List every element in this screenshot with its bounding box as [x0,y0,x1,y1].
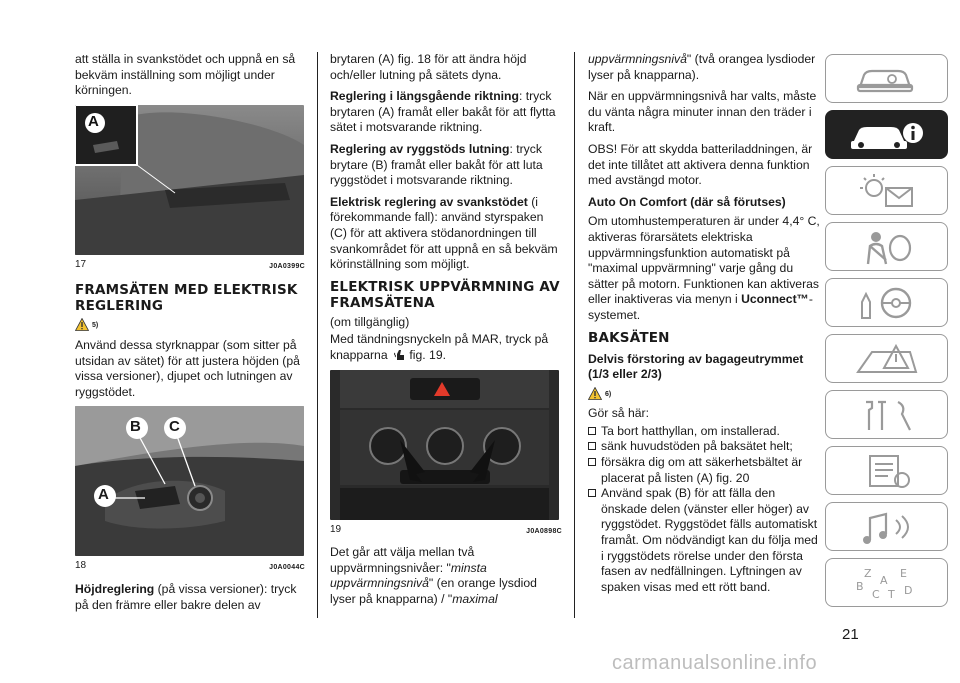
figure-17-photo [75,105,304,255]
list-item [588,439,820,455]
term-text: : tryck brytare (B) framåt eller bakåt för att luta ryggstödet i motsvarande riktning. [330,141,543,188]
section-heading-power-seats: FRAMSÄTEN MED ELEKTRISK REGLERING [75,282,298,315]
figure-18-label-a: A [98,486,109,504]
maintenance-list-icon [852,452,922,490]
paragraph-text: -systemet. [588,292,813,322]
svg-text:B: B [855,579,864,593]
term-bold: Reglering av ryggstöds lutning [330,141,510,156]
steering-start-icon [852,284,922,322]
svg-text:D: D [903,583,912,597]
paragraph: OBS! För att skydda batteriladdningen, är det inte tillåtet att aktivera denna funktion med avstängd motor. [588,141,813,188]
tab-lights-messages[interactable] [825,166,948,215]
paragraph [330,332,562,363]
paragraph: brytaren (A) fig. 18 för att ändra höjd och/eller lutning på sätets dyna. [330,52,527,82]
svg-text:Z: Z [863,566,872,580]
figure-19-number: 19 [330,523,342,535]
subheading-partial-fold: Delvis förstoring av bagageutrymmet (1/3 eller 2/3) [588,351,804,382]
figure-17-caption [75,257,305,275]
figure-18-caption [75,558,305,576]
list-item-text: sänk huvudstöden på baksätet helt; [601,439,793,454]
term-bold: Reglering i längsgående riktning [330,89,519,104]
list-item [588,424,820,440]
tab-maintenance[interactable] [825,390,948,439]
lights-message-icon [852,172,922,210]
paragraph: Använd dessa styrknappar (som sitter på utsidan av sätet) för att justera höjden (på vissa versioner), djupet och lutningen av ryggstödet. [75,337,300,399]
paragraph [330,142,562,189]
term-bold: Elektrisk reglering av svankstödet [330,194,528,209]
car-info-icon [847,115,927,155]
list-item [588,455,820,486]
term-text: (på vissa versioner): tryck på den främre eller bakre delen av [75,581,297,612]
paragraph-text: Om utomhustemperaturen är under 4,4° C, aktiveras förarsätets elektriska uppvärmningsfunktion automatiskt på "maximal uppvärmning" varje gång du sätter på motorn. Funktionen kan aktiveras eller inaktiveras via menyn i [588,214,820,307]
list-item [588,486,820,595]
tab-safety[interactable] [825,222,948,271]
figure-18-code: J0A0044C [269,564,305,572]
column-divider [317,52,318,618]
checkbox-bullet-icon [588,489,596,497]
paragraph [588,214,820,323]
italic-term: uppvärmningsnivå [588,52,687,66]
svg-text:A: A [879,573,888,587]
term-bold: Höjdreglering [75,581,155,596]
figure-17-label-a: A [88,112,99,130]
figure-17-code: J0A0399C [269,262,305,270]
warning-note-number: 5) [92,322,99,330]
column-2 [330,52,562,613]
tab-index[interactable] [825,558,948,607]
car-dashboard-icon [852,61,922,97]
paragraph [588,52,820,83]
tab-vehicle-info[interactable] [825,110,948,159]
chapter-tabs [825,54,948,614]
checkbox-bullet-icon [588,442,596,450]
svg-text:T: T [887,587,895,601]
tab-dashboard[interactable] [825,54,948,103]
paragraph-text: " (en orange lysdiod lyser på knapparna) / " [330,576,537,606]
column-1 [75,52,305,619]
paragraph [330,545,562,607]
procedure-list [588,424,820,596]
paragraph-text: " (två orangea lysdioder lyser på knapparna). [588,52,816,82]
list-item-text: försäkra dig om att säkerhetsbältet är placerat på listen (A) fig. 20 [601,455,803,485]
warning-note-number: 6) [605,390,612,398]
watermark: carmanualsonline.info [612,652,818,674]
svg-text:E: E [899,566,907,580]
subheading: (om tillgänglig) [330,314,410,329]
tab-starting-driving[interactable] [825,278,948,327]
paragraph-text: fig. 19. [409,347,446,362]
section-heading-seat-heating: ELEKTRISK UPPVÄRMNING AV FRAMSÄTENA [330,278,560,311]
figure-19-code: J0A0898C [526,527,562,535]
italic-term: minsta uppvärmningsnivå [330,560,487,591]
paragraph-text: Det går att välja mellan två uppvärmningsnivåer: " [330,545,475,575]
checkbox-bullet-icon [588,458,596,466]
tab-emergency[interactable] [825,334,948,383]
section-heading-rear-seats: BAKSÄTEN [588,329,670,346]
multimedia-icon [852,508,922,546]
paragraph [330,89,562,136]
column-3 [588,52,820,595]
paragraph: Gör så här: [588,406,649,421]
intro-text: att ställa in svankstödet och uppnå en så bekväm inställning som möjligt under körningen. [75,52,296,98]
airbag-safety-icon [852,228,922,266]
warning-reference [588,387,820,403]
paragraph-text: Med tändningsnyckeln på MAR, tryck på knapparna [330,332,549,362]
paragraph [75,582,305,613]
column-divider [574,52,575,618]
figure-19-caption [330,522,562,540]
term-text: (i förekommande fall): använd styrspaken (C) för att aktivera stödanordningen till svankområdet för att uppnå en så bekväm körinställning som möjligt. [330,194,558,272]
warning-triangle-icon [588,387,602,400]
figure-18-photo [75,406,304,556]
tab-technical-data[interactable] [825,446,948,495]
term-bold: Uconnect™ [741,292,809,307]
svg-text:C: C [871,587,880,601]
italic-term: maximal [452,591,498,606]
checkbox-bullet-icon [588,427,596,435]
figure-17-number: 17 [75,258,87,270]
seat-heater-icon [394,348,406,362]
figure-18-label-c: C [169,418,180,436]
alphabetical-index-icon [852,564,922,602]
term-text: : tryck brytaren (A) framåt eller bakåt för att flytta sätet i motsvarande riktning. [330,89,556,135]
paragraph: När en uppvärmningsnivå har valts, måste du vänta några minuter innan den träder i kraft. [588,89,817,135]
warning-triangle-icon [75,318,89,331]
warning-reference [75,318,305,334]
list-item-text: Använd spak (B) för att fälla den önskade delen (vänster eller höger) av ryggstödet. Ryggstödet fälls automatiskt framåt. Om nödvändigt kan du följa med i ryggstödets rörelse under den första fasen av nedfällningen. Lyftningen av spaken visas med ett rött band. [601,486,818,594]
tab-multimedia[interactable] [825,502,948,551]
paragraph [330,195,562,273]
figure-18-label-b: B [130,418,141,436]
list-item-text: Ta bort hatthyllan, om installerad. [601,423,780,438]
figure-18-number: 18 [75,560,87,572]
page-number: 21 [842,626,859,643]
warning-road-icon [852,340,922,378]
figure-19-photo [330,370,559,520]
subheading-auto-on-comfort: Auto On Comfort (där så förutses) [588,194,786,209]
tools-emergency-icon [852,396,922,434]
